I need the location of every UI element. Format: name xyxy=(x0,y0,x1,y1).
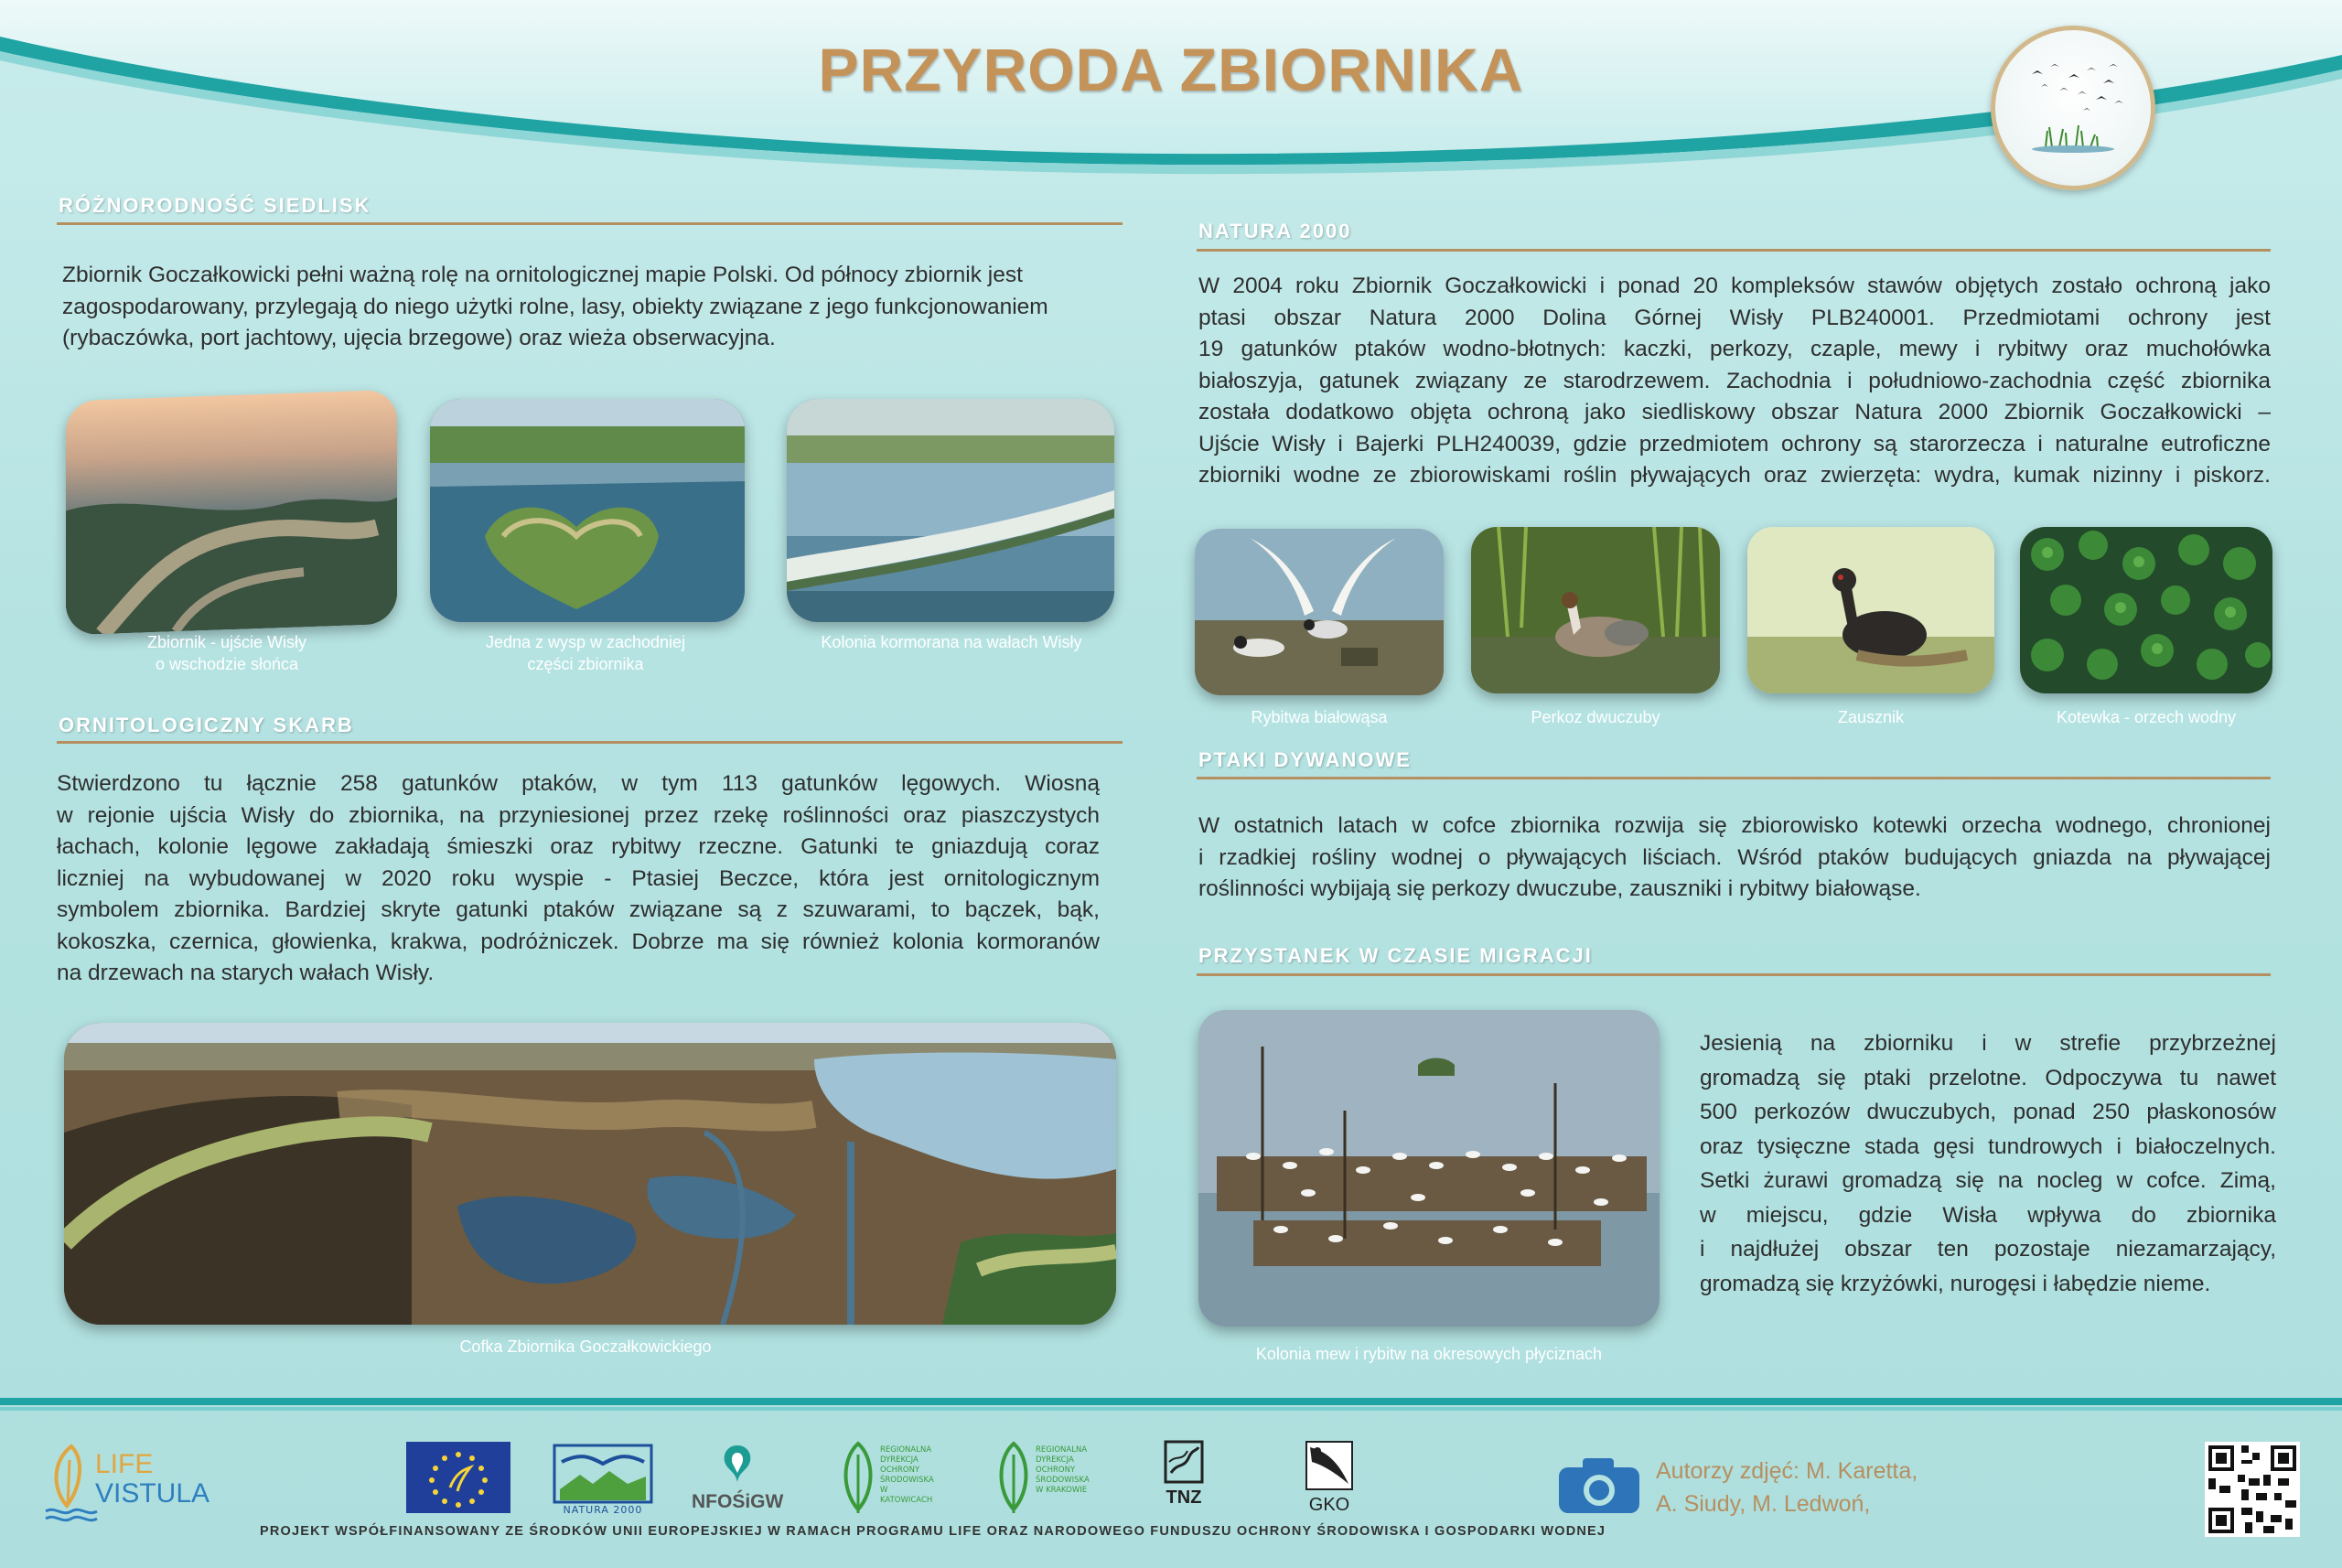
project-funding-note: PROJEKT WSPÓŁFINANSOWANY ZE ŚRODKÓW UNII EUROPEJSKIEJ W RAMACH PROGRAMU LIFE ORAZ NARODOWEGO FUNDUSZU OCHRONY ŚRODOWISKA I GOSPODARKI WODNEJ xyxy=(260,1524,1606,1539)
caption-perkoz: Perkoz dwuczuby xyxy=(1531,708,1660,726)
rdos-line: ŚRODOWISKA xyxy=(880,1476,934,1485)
text-line: 19 gatunków ptaków wodno-błotnych: kaczki, perkozy, czaple, mewy i rybitwy oraz muchołówka xyxy=(1198,337,2271,361)
rdos-line: REGIONALNA xyxy=(1036,1445,1088,1455)
text-line: Setki żurawi gromadzą się na nocleg w cofce. Zimą, xyxy=(1700,1168,2276,1193)
caption-island xyxy=(439,631,732,675)
caption-rybitwa: Rybitwa białowąsa xyxy=(1251,708,1388,726)
text-line: zagospodarowany, przylegają do niego użytki rolne, lasy, obiekty związane z jego funkcjonowaniem xyxy=(62,294,1048,319)
text-line: łachach, kolonie lęgowe zakładają śmieszki oraz rybitwy rzeczne. Gatunki te gniazdują coraz xyxy=(57,834,1100,859)
photo-gull-colony xyxy=(1198,1010,1660,1326)
logo-life-text: LIFE xyxy=(95,1449,154,1479)
text-line: białoszyja, gatunek związany ze starodrzewem. Zachodnia i południowo-zachodnia część zbiornika xyxy=(1198,368,2271,393)
text-line: w rejonie ujścia Wisły do zbiornika, na przyniesionej przez rzekę roślinności oraz piaszczystych xyxy=(57,802,1100,828)
text-line: symbolem zbiornika. Bardziej skryte gatunki ptaków związane są z szuwarami, to bączek, bąk, xyxy=(57,897,1100,922)
text-line: na drzewach na starych wałach Wisły. xyxy=(57,961,435,985)
rdos-line: ŚRODOWISKA xyxy=(1036,1476,1090,1485)
paragraph-roznorodnosc xyxy=(62,260,1096,355)
birds-badge xyxy=(1991,26,2155,190)
caption-line: Jedna z wysp w zachodniej xyxy=(485,633,686,651)
caption-gull-colony: Kolonia mew i rybitw na okresowych płyciznach xyxy=(1255,1345,1603,1363)
text-line: ptasi obszar Natura 2000 Dolina Górnej Wisły PLB240001. Przedmiotami ochrony jest xyxy=(1198,305,2271,330)
text-line: Ujście Wisły i Bajerki PLH240039, gdzie przedmiotem ochrony są starorzecza i naturalne eutroficzne xyxy=(1198,431,2271,456)
section-title-natura: NATURA 2000 xyxy=(1198,220,1352,242)
authors-line: Autorzy zdjęć: M. Karetta, xyxy=(1656,1458,1918,1484)
section-rule xyxy=(1197,973,2271,976)
eu-stars-icon xyxy=(406,1442,510,1513)
text-line: w miejscu, gdzie Wisła wpływa do zbiornika xyxy=(1700,1202,2276,1228)
nfosigw-icon xyxy=(692,1440,783,1489)
page-title: PRZYRODA ZBIORNIKA xyxy=(818,36,1524,103)
photo-rybitwa xyxy=(1195,529,1444,695)
section-rule xyxy=(57,741,1123,744)
photo-zausznik xyxy=(1747,527,1994,693)
photo-kotewka xyxy=(2020,527,2272,693)
section-rule xyxy=(57,222,1123,225)
logo-rdos-krakow xyxy=(994,1440,1094,1530)
text-line: oraz tysięczne stada gęsi tundrowych i białoczelnych. xyxy=(1700,1133,2276,1159)
text-line: W ostatnich latach w cofce zbiornika rozwija się zbiorowisko kotewki orzecha wodnego, chronionej xyxy=(1198,813,2271,838)
caption-kotewka: Kotewka - orzech wodny xyxy=(2056,708,2237,726)
photo-authors xyxy=(1656,1455,1918,1520)
qr-code-icon xyxy=(2205,1442,2300,1537)
logo-rdos-katowice-text xyxy=(880,1445,939,1506)
logo-eu-life xyxy=(406,1442,510,1513)
text-line: i rzadkiej rośliny wodnej o pływających liściach. Wśród ptaków budujących gniazda na pływającej xyxy=(1198,844,2271,870)
caption-sunrise xyxy=(90,631,364,675)
footer-band-light xyxy=(0,1407,2342,1411)
text-line: liczniej na wybudowanej w 2020 roku wyspie - Ptasiej Beczce, która jest ornitologicznym xyxy=(57,865,1100,891)
photo-cormorant-colony xyxy=(787,399,1114,622)
caption-zausznik: Zausznik xyxy=(1837,708,1905,726)
paragraph-dywanowe xyxy=(1198,811,2271,906)
text-line: i najdłużej obszar ten pozostaje niezamarzający, xyxy=(1700,1237,2276,1262)
rdos-line: W KRAKOWIE xyxy=(1036,1486,1088,1495)
text-line: (rybaczówka, port jachtowy, ujęcia brzegowe) oraz wieża obserwacyjna. xyxy=(62,326,776,350)
logo-tnz xyxy=(1156,1438,1211,1515)
section-rule xyxy=(1197,777,2271,779)
logo-life-vistula xyxy=(44,1442,236,1524)
text-line: roślinności wybijają się perkozy dwuczube, zauszniki i rybitwy białowąse. xyxy=(1198,876,1921,901)
tnz-icon xyxy=(1156,1438,1211,1486)
rdos-line: W KATOWICACH xyxy=(880,1486,933,1505)
rdos-line: DYREKCJA xyxy=(880,1455,919,1465)
caption-cofka: Cofka Zbiornika Goczałkowickiego xyxy=(459,1337,712,1356)
text-line: W 2004 roku Zbiornik Goczałkowicki i ponad 20 kompleksów stawów objętych zostało ochroną jako xyxy=(1198,274,2271,298)
footer-band xyxy=(0,1398,2342,1405)
logo-nfosigw xyxy=(692,1440,783,1519)
natura-bird-icon xyxy=(553,1444,653,1504)
leaf-icon xyxy=(44,1442,99,1524)
text-line: zbiorniki wodne ze zbiorowiskami roślin pływających oraz zwierzęta: wydra, kumak nizinny i piskorz. xyxy=(1198,463,2271,488)
rdos-line: DYREKCJA xyxy=(1036,1455,1074,1465)
logo-nfosigw-text: NFOŚiGW xyxy=(692,1491,784,1512)
logo-rdos-katowice xyxy=(838,1440,939,1530)
rdos-line: REGIONALNA xyxy=(880,1445,932,1455)
authors-line: A. Siudy, M. Ledwoń, xyxy=(1656,1491,1871,1517)
paragraph-natura xyxy=(1198,271,2271,492)
rdos-leaf-icon xyxy=(838,1440,878,1517)
section-title-roznorodnosc: RÓŻNORODNOŚĆ SIEDLISK xyxy=(59,194,371,217)
section-title-dywanowe: PTAKI DYWANOWE xyxy=(1198,748,1412,771)
camera-icon xyxy=(1555,1455,1643,1517)
photo-cofka-aerial xyxy=(64,1023,1116,1325)
logo-tnz-text: TNZ xyxy=(1166,1487,1202,1508)
rdos-line: OCHRONY xyxy=(880,1466,920,1475)
text-line: kokoszka, czernica, głowienka, krakwa, podróżniczek. Dobrze ma się również kolonia kormoranów xyxy=(57,929,1100,954)
logo-rdos-krakow-text xyxy=(1036,1445,1090,1496)
section-title-ornitologiczny: ORNITOLOGICZNY SKARB xyxy=(59,714,354,736)
rdos-line: OCHRONY xyxy=(1036,1466,1076,1475)
text-line: gromadzą się krzyżówki, nurogęsi i łabędzie nieme. xyxy=(1700,1271,2211,1296)
text-line: Jesienią na zbiorniku i w strefie przybrzeżnej xyxy=(1700,1031,2276,1056)
text-line: Zbiornik Goczałkowicki pełni ważną rolę na ornitologicznej mapie Polski. Od północy zbiornik jest xyxy=(62,263,1023,287)
section-title-migracja: PRZYSTANEK W CZASIE MIGRACJI xyxy=(1198,944,1593,967)
paragraph-migracja xyxy=(1700,1026,2276,1301)
logo-gko xyxy=(1297,1438,1361,1520)
text-line: 500 perkozów dwuczubych, ponad 250 płaskonosów xyxy=(1700,1100,2276,1124)
logo-natura-2000 xyxy=(553,1444,653,1519)
gko-bird-icon xyxy=(1297,1438,1361,1493)
rdos-leaf-icon xyxy=(994,1440,1034,1517)
caption-cormorant: Kolonia kormorana na wałach Wisły xyxy=(821,633,1082,651)
photo-sunrise-delta xyxy=(66,390,397,636)
text-line: została dodatkowo objęta ochroną jako siedliskowy obszar Natura 2000 Zbiornik Goczałkowicki – xyxy=(1198,400,2271,424)
logo-gko-text: GKO xyxy=(1308,1495,1350,1515)
logo-natura-text: NATURA 2000 xyxy=(563,1504,643,1516)
photo-heart-island xyxy=(430,399,745,622)
photo-perkoz xyxy=(1471,527,1720,693)
section-rule xyxy=(1197,249,2271,252)
caption-line: o wschodzie słońca xyxy=(155,655,299,673)
caption-line: Zbiornik - ujście Wisły xyxy=(146,633,307,651)
logo-vistula-text: VISTULA xyxy=(95,1478,210,1509)
caption-line: części zbiornika xyxy=(527,655,644,673)
paragraph-ornitologiczny xyxy=(57,768,1100,990)
text-line: Stwierdzono tu łącznie 258 gatunków ptaków, w tym 113 gatunków lęgowych. Wiosną xyxy=(57,771,1100,796)
qr-code[interactable] xyxy=(2205,1442,2300,1537)
birds-icon xyxy=(1995,30,2151,186)
text-line: gromadzą się ptaki przelotne. Odpoczywa tu nawet xyxy=(1700,1065,2276,1090)
